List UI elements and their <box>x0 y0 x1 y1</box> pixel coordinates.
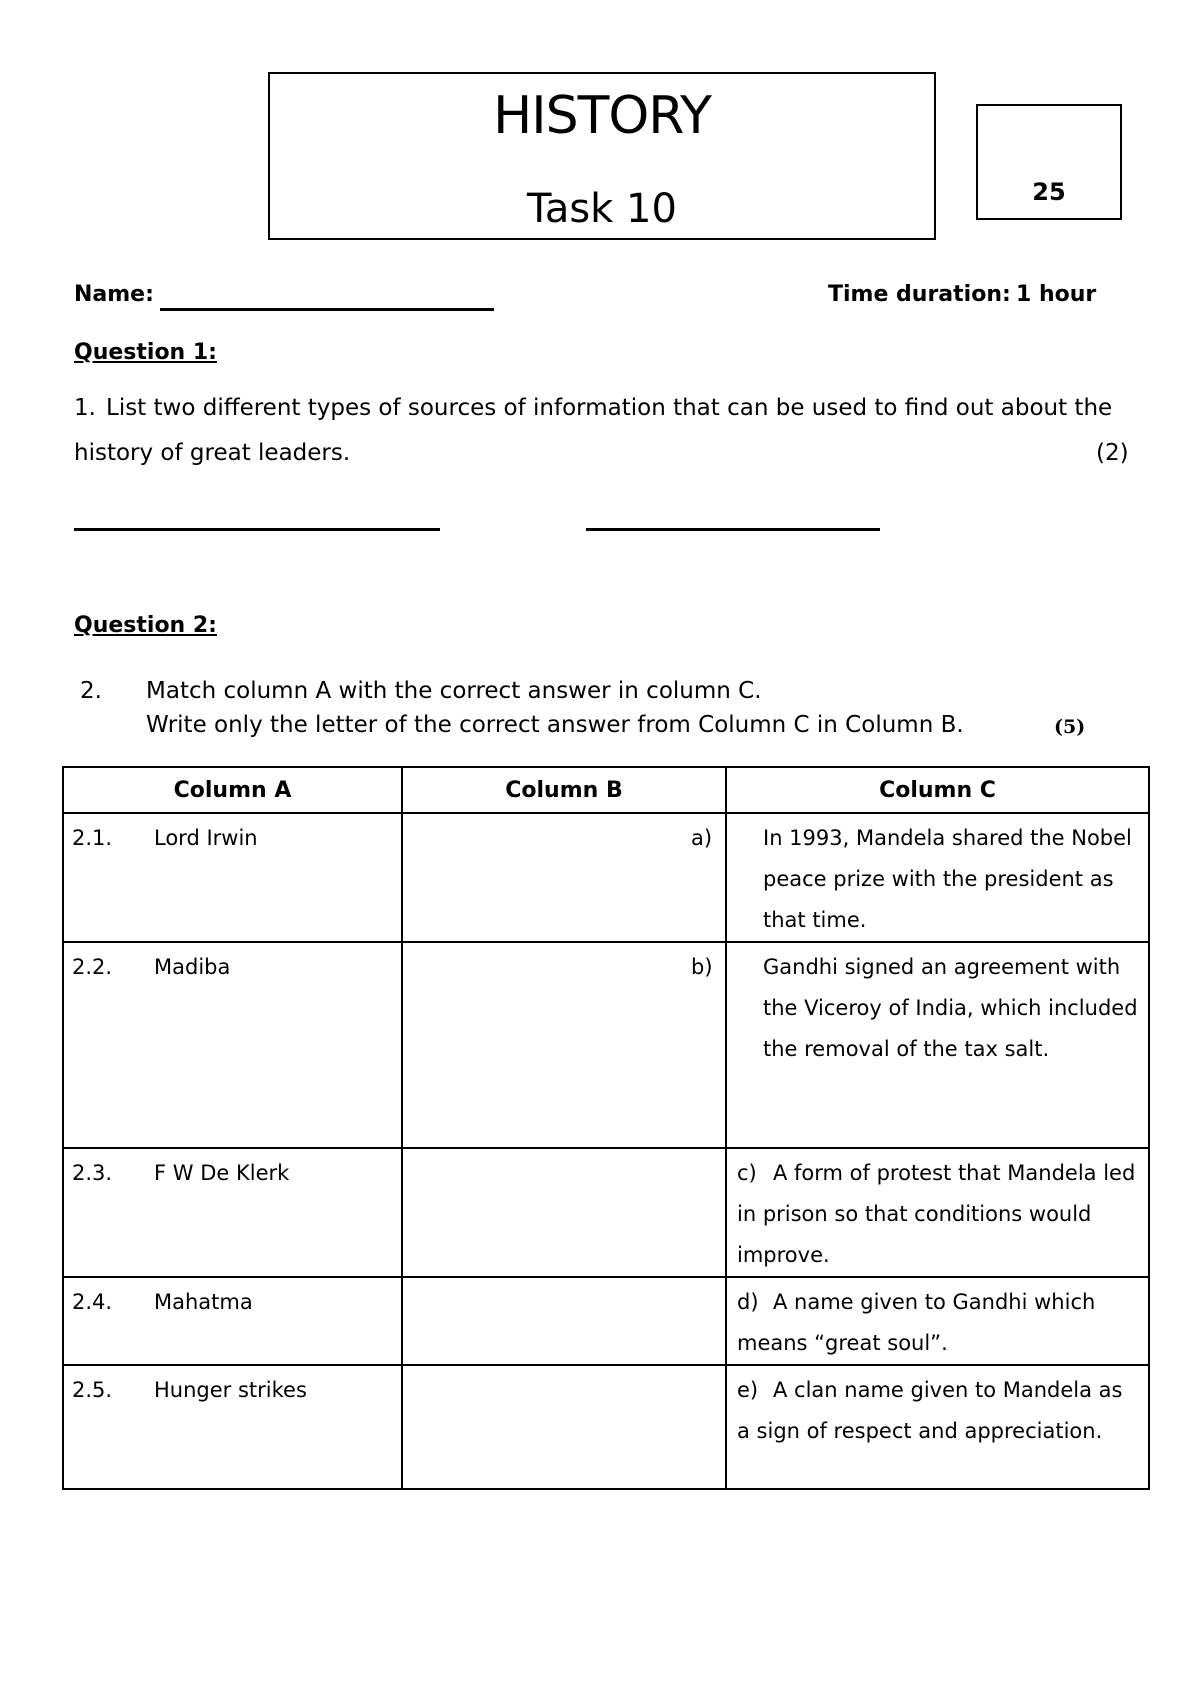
column-b-answer-cell[interactable] <box>402 1365 726 1489</box>
option-text: Gandhi signed an agreement with the Viceroy of India, which included the removal of the tax salt. <box>763 955 1138 1061</box>
question-2-instruction-2: Write only the letter of the correct answer from Column C in Column B. <box>146 712 964 738</box>
column-c-cell <box>726 1365 1149 1489</box>
option-text: In 1993, Mandela shared the Nobel peace prize with the president as that time. <box>763 826 1132 932</box>
item-text: Lord Irwin <box>154 826 258 850</box>
time-duration-value: 1 hour <box>1016 282 1097 307</box>
table-row <box>63 1277 1149 1365</box>
column-a-cell <box>63 1365 402 1489</box>
score-box <box>976 104 1122 220</box>
page-title: HISTORY <box>493 86 711 146</box>
question-1-text-line2: history of great leaders. <box>74 440 351 466</box>
title-box <box>268 72 936 240</box>
column-b-answer-cell[interactable] <box>402 1277 726 1365</box>
column-c-cell <box>691 813 1149 942</box>
item-number: 2.1. <box>72 826 113 850</box>
question-2-number: 2. <box>80 678 102 704</box>
item-number: 2.3. <box>72 1161 113 1185</box>
task-subtitle: Task 10 <box>527 186 677 232</box>
item-text: Hunger strikes <box>154 1378 307 1402</box>
question-1-number: 1. <box>74 395 96 421</box>
column-a-cell <box>63 942 402 1148</box>
item-number: 2.2. <box>72 955 113 979</box>
matching-table <box>62 766 1150 1490</box>
table-row <box>63 1148 1149 1277</box>
question-2-instruction-1: Match column A with the correct answer in column C. <box>146 678 762 704</box>
item-text: Madiba <box>154 955 231 979</box>
option-text: A name given to Gandhi which means “great soul”. <box>737 1290 1096 1355</box>
table-header-row <box>63 767 1149 813</box>
column-a-cell <box>63 813 402 942</box>
option-letter: e) <box>737 1378 759 1402</box>
item-number: 2.5. <box>72 1378 113 1402</box>
header-column-b: Column B <box>402 767 726 813</box>
column-c-cell <box>691 942 1149 1148</box>
question-1-heading: Question 1: <box>74 340 217 365</box>
name-answer-line[interactable] <box>160 308 494 311</box>
column-b-answer-cell[interactable] <box>402 813 726 942</box>
total-marks: 25 <box>1032 178 1066 206</box>
option-letter: b) <box>691 955 713 979</box>
question-1-marks: (2) <box>1096 440 1129 466</box>
option-text: A clan name given to Mandela as a sign of respect and appreciation. <box>737 1378 1123 1443</box>
column-b-answer-cell[interactable] <box>402 1148 726 1277</box>
answer-line-2[interactable] <box>586 528 880 531</box>
column-c-cell <box>726 1148 1149 1277</box>
table-row <box>63 813 1149 942</box>
time-duration-label: Time duration: <box>828 282 1011 307</box>
option-letter: a) <box>691 826 713 850</box>
option-letter: d) <box>737 1290 759 1314</box>
question-2-marks: (5) <box>1054 716 1086 738</box>
table-row <box>63 942 1149 1148</box>
header-column-a: Column A <box>63 767 402 813</box>
column-a-cell <box>63 1277 402 1365</box>
header-column-c: Column C <box>726 767 1149 813</box>
item-text: F W De Klerk <box>154 1161 290 1185</box>
answer-line-1[interactable] <box>74 528 440 531</box>
column-b-answer-cell[interactable] <box>402 942 726 1148</box>
column-c-cell <box>726 1277 1149 1365</box>
table-row <box>63 1365 1149 1489</box>
column-a-cell <box>63 1148 402 1277</box>
item-number: 2.4. <box>72 1290 113 1314</box>
item-text: Mahatma <box>154 1290 253 1314</box>
option-letter: c) <box>737 1161 757 1185</box>
name-label: Name: <box>74 282 154 307</box>
option-text: A form of protest that Mandela led in prison so that conditions would improve. <box>737 1161 1136 1267</box>
question-2-heading: Question 2: <box>74 613 217 638</box>
question-1-text-line1: List two different types of sources of information that can be used to find out about the <box>106 395 1113 421</box>
